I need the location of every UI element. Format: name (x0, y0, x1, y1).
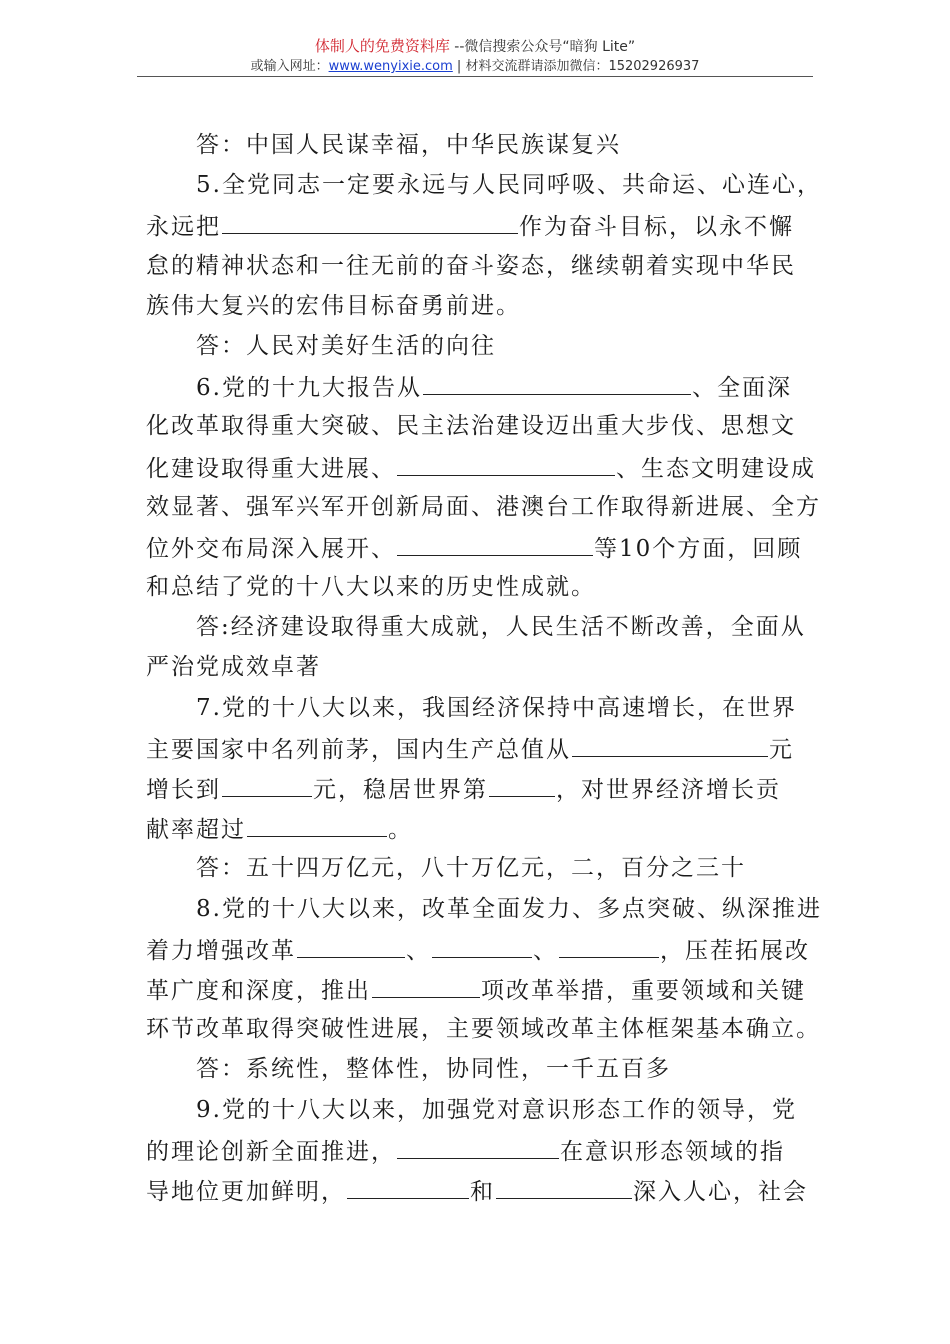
fill-blank (397, 527, 593, 556)
question-8-line-3 (146, 969, 810, 1009)
text-segment: 元，稳居世界第 (313, 777, 488, 803)
text-segment: 、全面深 (691, 375, 792, 402)
answer-5 (146, 326, 810, 366)
question-7-line-4 (146, 808, 810, 848)
fill-blank (297, 929, 405, 958)
website-link[interactable]: www.wenyixie.com (328, 59, 453, 74)
header-divider (137, 76, 813, 77)
text-segment: 在意识形态领域的指 (560, 1138, 785, 1165)
fill-blank (489, 768, 555, 797)
question-8-line-4 (146, 1009, 821, 1049)
header-tagline: --微信搜索公众号“暗狗 Lite” (449, 39, 636, 55)
question-9-line-2 (146, 1130, 810, 1170)
contact-info: | 材料交流群请添加微信：15202926937 (452, 59, 700, 74)
text-segment: 族伟大复兴的宏伟目标奋勇前进。 (146, 292, 521, 319)
fill-blank (222, 205, 518, 234)
fill-blank (397, 447, 615, 476)
question-6-line-4 (146, 487, 821, 527)
question-7-line-2 (146, 728, 810, 768)
text-segment: 答：中国人民谋幸福，中华民族谋复兴 (196, 132, 621, 158)
text-segment: ，压茬拓展改 (660, 937, 810, 964)
question-5-line-1 (146, 165, 822, 205)
question-6-line-5 (146, 527, 810, 567)
text-segment: 环节改革取得突破性进展，主要领域改革主体框架基本确立。 (146, 1016, 821, 1043)
text-segment: 化改革取得重大突破、民主法治建设迈出重大步伐、思想文 (146, 413, 796, 440)
answer-6-line-2 (146, 647, 810, 687)
text-segment: 等10个方面，回顾 (594, 535, 803, 562)
text-segment: 作为奋斗目标，以永不懈 (519, 214, 794, 241)
answer-8 (146, 1049, 810, 1089)
text-segment: 6.党的十九大报告从 (196, 375, 422, 402)
text-segment: 8.党的十八大以来，改革全面发力、多点突破、纵深推进 (196, 895, 822, 922)
question-7-line-3 (146, 768, 810, 808)
question-8-line-2 (146, 929, 810, 969)
text-segment: 革广度和深度，推出 (146, 977, 371, 1004)
fill-blank (222, 768, 312, 797)
question-9-line-1 (146, 1090, 810, 1130)
text-segment: 答：人民对美好生活的向往 (196, 332, 496, 359)
text-segment: 7.党的十八大以来，我国经济保持中高速增长，在世界 (196, 694, 797, 721)
text-segment: 导地位更加鲜明， (146, 1178, 346, 1205)
text-segment: 和总结了党的十八大以来的历史性成就。 (146, 574, 596, 601)
text-segment: 9.党的十八大以来，加强党对意识形态工作的领导，党 (196, 1096, 797, 1123)
brand-title: 体制人的免费资料库 (314, 37, 450, 55)
page-header (0, 36, 950, 76)
fill-blank (247, 808, 387, 837)
question-6-line-6 (146, 567, 810, 607)
fill-blank (372, 969, 480, 998)
text-segment: 的理论创新全面推进， (146, 1138, 396, 1165)
text-segment: 答：五十四万亿元，八十万亿元，二，百分之三十 (196, 855, 746, 882)
text-segment: 位外交布局深入展开、 (146, 535, 396, 562)
fill-blank (559, 929, 659, 958)
header-contact-line (0, 58, 950, 76)
answer-4 (146, 125, 810, 165)
text-segment: ，对世界经济增长贡 (556, 777, 781, 803)
text-segment: 增长到 (146, 777, 221, 803)
text-segment: 答：系统性，整体性，协同性，一千五百多 (196, 1056, 671, 1083)
text-segment: 着力增强改革 (146, 937, 296, 964)
question-8-line-1 (146, 889, 822, 929)
fill-blank (432, 929, 532, 958)
question-5-line-4 (146, 286, 810, 326)
text-segment: 怠的精神状态和一往无前的奋斗姿态，继续朝着实现中华民 (146, 252, 796, 279)
text-segment: 5.全党同志一定要永远与人民同呼吸、共命运、心连心， (196, 172, 822, 199)
fill-blank (572, 728, 768, 757)
text-segment: 元 (769, 736, 794, 763)
fill-blank (347, 1170, 469, 1199)
fill-blank (496, 1170, 632, 1199)
text-segment: 献率超过 (146, 817, 246, 844)
question-5-line-3 (146, 246, 810, 286)
text-segment: 。 (388, 817, 413, 844)
question-6-line-2 (146, 406, 810, 446)
text-segment: 、生态文明建设成 (616, 455, 816, 482)
text-segment: 永远把 (146, 214, 221, 241)
text-segment: 项改革举措，重要领域和关键 (481, 977, 806, 1004)
text-segment: 、 (406, 937, 431, 964)
text-segment: 、 (533, 937, 558, 964)
question-7-line-1 (146, 688, 810, 728)
question-9-line-3 (146, 1170, 810, 1210)
text-segment: 效显著、强军兴军开创新局面、港澳台工作取得新进展、全方 (146, 493, 821, 520)
document-body (146, 125, 822, 1210)
question-5-line-2 (146, 205, 810, 245)
fill-blank (423, 366, 691, 395)
text-segment: 和 (470, 1178, 495, 1205)
text-segment: 主要国家中名列前茅，国内生产总值从 (146, 736, 571, 763)
text-segment: 化建设取得重大进展、 (146, 455, 396, 482)
question-6-line-1 (146, 366, 810, 406)
question-6-line-3 (146, 447, 816, 487)
input-label: 或输入网址： (250, 59, 329, 74)
answer-6-line-1 (146, 607, 810, 647)
text-segment: 严治党成效卓著 (146, 654, 321, 681)
fill-blank (397, 1130, 559, 1159)
text-segment: 深入人心，社会 (633, 1178, 808, 1205)
answer-7 (146, 848, 810, 888)
text-segment: 答:经济建设取得重大成就，人民生活不断改善，全面从 (196, 614, 806, 641)
header-title-line (0, 36, 950, 57)
